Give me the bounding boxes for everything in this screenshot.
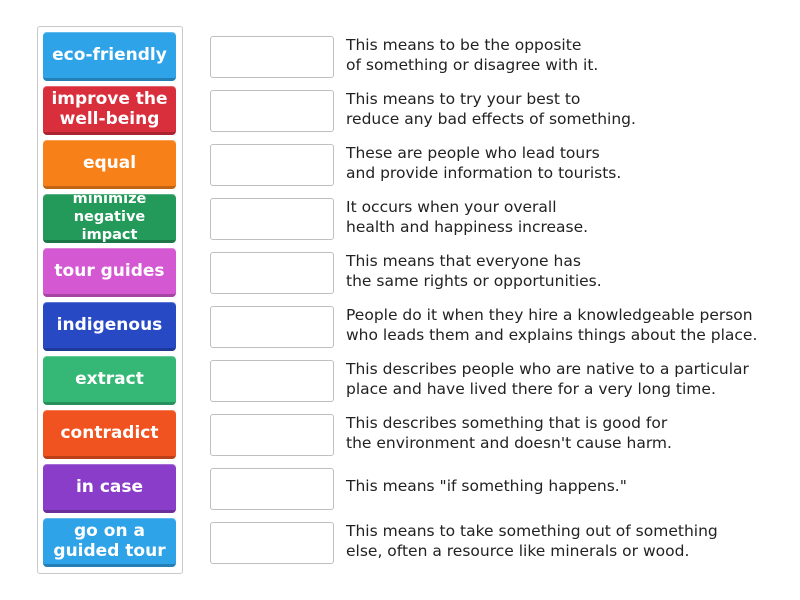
answer-slot-4[interactable] bbox=[210, 198, 334, 240]
answer-slot-1[interactable] bbox=[210, 36, 334, 78]
definition-text-9: This means "if something happens." bbox=[346, 477, 627, 495]
definition-text-5: This means that everyone has the same rights or opportunities. bbox=[346, 252, 602, 290]
answer-slot-8[interactable] bbox=[210, 414, 334, 456]
answer-slot-10[interactable] bbox=[210, 522, 334, 564]
tile-label: eco-friendly bbox=[52, 45, 167, 65]
tile-in-case[interactable] bbox=[43, 464, 176, 513]
answer-slot-6[interactable] bbox=[210, 306, 334, 348]
definition-text-2: This means to try your best to reduce any bad effects of something. bbox=[346, 90, 636, 128]
answer-slot-2[interactable] bbox=[210, 90, 334, 132]
definition-text-8: This describes something that is good for the environment and doesn't cause harm. bbox=[346, 414, 672, 452]
tile-label: go on a guided tour bbox=[53, 521, 166, 561]
tile-label: contradict bbox=[60, 423, 159, 443]
tile-label: tour guides bbox=[54, 261, 165, 281]
tile-label: improve the well-being bbox=[51, 89, 168, 129]
tile-label: extract bbox=[75, 369, 144, 389]
tile-label: in case bbox=[75, 477, 144, 497]
tile-go-on-a-guided-tour[interactable] bbox=[43, 518, 176, 567]
tile-contradict[interactable] bbox=[43, 410, 176, 459]
tile-improve-the-well-being[interactable] bbox=[43, 86, 176, 135]
definition-text-1: This means to be the opposite of something or disagree with it. bbox=[346, 36, 599, 74]
tile-eco-friendly[interactable] bbox=[43, 32, 176, 81]
tile-tour-guides[interactable] bbox=[43, 248, 176, 297]
answer-slot-7[interactable] bbox=[210, 360, 334, 402]
tile-minimize-negative-impact[interactable] bbox=[43, 191, 176, 243]
definition-text-7: This describes people who are native to a particular place and have lived there for a very long time. bbox=[346, 360, 749, 398]
definition-text-6: People do it when they hire a knowledgeable person who leads them and explains things about the place. bbox=[346, 306, 758, 344]
tile-extract[interactable] bbox=[43, 356, 176, 405]
tile-label: minimize negative impact bbox=[72, 191, 147, 243]
definition-text-3: These are people who lead tours and provide information to tourists. bbox=[346, 144, 622, 182]
definition-text-4: It occurs when your overall health and happiness increase. bbox=[346, 198, 589, 236]
definition-text-10: This means to take something out of something else, often a resource like minerals or wood. bbox=[346, 522, 718, 560]
tile-label: indigenous bbox=[56, 315, 163, 335]
tile-label: equal bbox=[82, 153, 137, 173]
answer-slot-3[interactable] bbox=[210, 144, 334, 186]
tile-equal[interactable] bbox=[43, 140, 176, 189]
tile-indigenous[interactable] bbox=[43, 302, 176, 351]
answer-slot-9[interactable] bbox=[210, 468, 334, 510]
answer-slot-5[interactable] bbox=[210, 252, 334, 294]
